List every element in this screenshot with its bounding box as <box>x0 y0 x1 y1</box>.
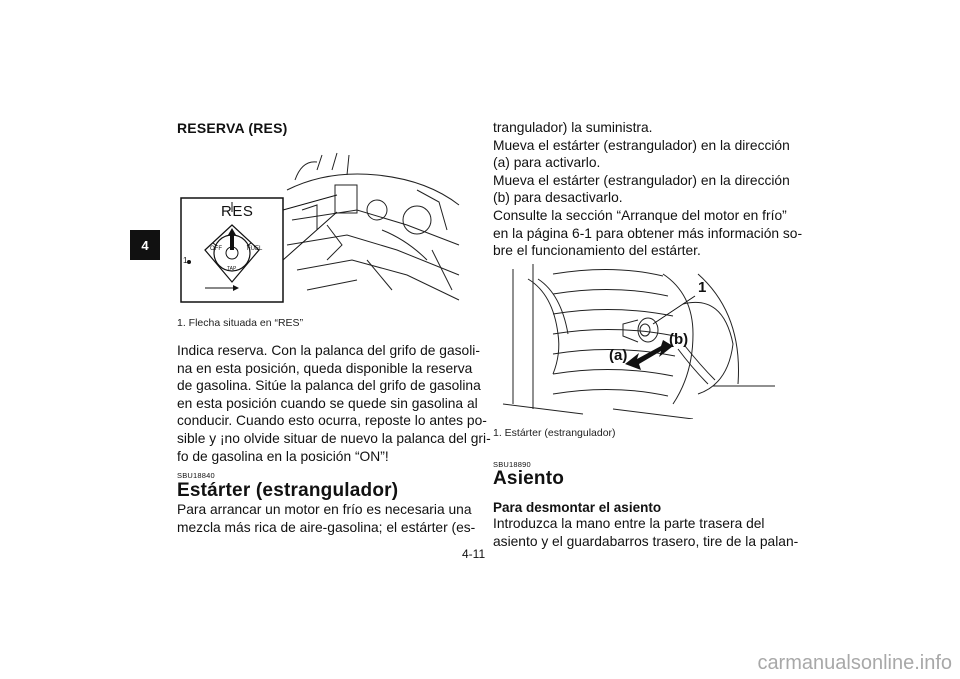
text-line: en la página 6-1 para obtener más información so- <box>493 225 803 241</box>
text-line: conducir. Cuando esto ocurra, reposte lo antes po- <box>177 413 487 429</box>
text-line: mezcla más rica de aire-gasolina; el estárter (es- <box>177 519 476 535</box>
reserva-paragraph <box>177 342 491 465</box>
text-line: (a) para activarlo. <box>493 155 601 171</box>
fig-callout-1: 1 <box>183 256 188 265</box>
text-line: Para arrancar un motor en frío es necesaria una <box>177 502 472 517</box>
text-line: asiento y el guardabarros trasero, tire de la palan- <box>493 533 799 549</box>
section-heading-estarter: Estárter (estrangulador) <box>177 480 399 501</box>
fuel-tap-figure <box>177 150 460 310</box>
section-heading-reserva: RESERVA (RES) <box>177 120 288 136</box>
fig-label-b: (b) <box>669 331 689 348</box>
section-code: SBU18890 <box>493 460 531 469</box>
footer-watermark: carmanualsonline.info <box>757 652 952 674</box>
text-line: bre el funcionamiento del estárter. <box>493 243 701 259</box>
fig-label-a: (a) <box>609 347 628 364</box>
fuel-tap-illustration <box>177 150 460 310</box>
fig-label-tap: TAP <box>227 266 237 272</box>
page-number: 4-11 <box>462 547 486 561</box>
text-line: fo de gasolina en la posición “ON”! <box>177 448 389 464</box>
asiento-paragraph <box>493 515 799 550</box>
text-line: trangulador) la suministra. <box>493 120 653 135</box>
chapter-tab: 4 <box>130 230 160 260</box>
figure-caption-choke: 1. Estárter (estrangulador) <box>493 427 616 439</box>
text-line: en esta posición cuando se quede sin gasolina al <box>177 395 478 411</box>
choke-illustration <box>493 254 776 419</box>
text-line: (b) para desactivarlo. <box>493 190 623 206</box>
estarter-continued-paragraph <box>493 119 803 260</box>
text-line: Consulte la sección “Arranque del motor en frío” <box>493 207 787 223</box>
text-line: sible y ¡no olvide situar de nuevo la palanca del gri- <box>177 430 491 446</box>
section-code: SBU18840 <box>177 471 215 480</box>
text-line: Mueva el estárter (estrangulador) en la dirección <box>493 172 790 188</box>
text-line: Introduzca la mano entre la parte trasera del <box>493 516 765 531</box>
text-line: de gasolina. Sitúe la palanca del grifo de gasolina <box>177 378 481 394</box>
text-line: Indica reserva. Con la palanca del grifo de gasoli- <box>177 343 480 358</box>
subheading-desmontar: Para desmontar el asiento <box>493 500 662 515</box>
estarter-paragraph <box>177 501 476 536</box>
fig-label-res: RES <box>221 203 254 220</box>
text-line: Mueva el estárter (estrangulador) en la dirección <box>493 137 790 153</box>
fig-label-fuel: FUEL <box>247 246 263 252</box>
fig-callout-1: 1 <box>698 279 707 296</box>
figure-caption-res: 1. Flecha situada en “RES” <box>177 317 304 329</box>
choke-figure <box>493 254 776 419</box>
section-heading-asiento: Asiento <box>493 468 565 489</box>
text-line: na en esta posición, queda disponible la reserva <box>177 360 473 376</box>
fig-label-off: OFF <box>210 246 222 252</box>
